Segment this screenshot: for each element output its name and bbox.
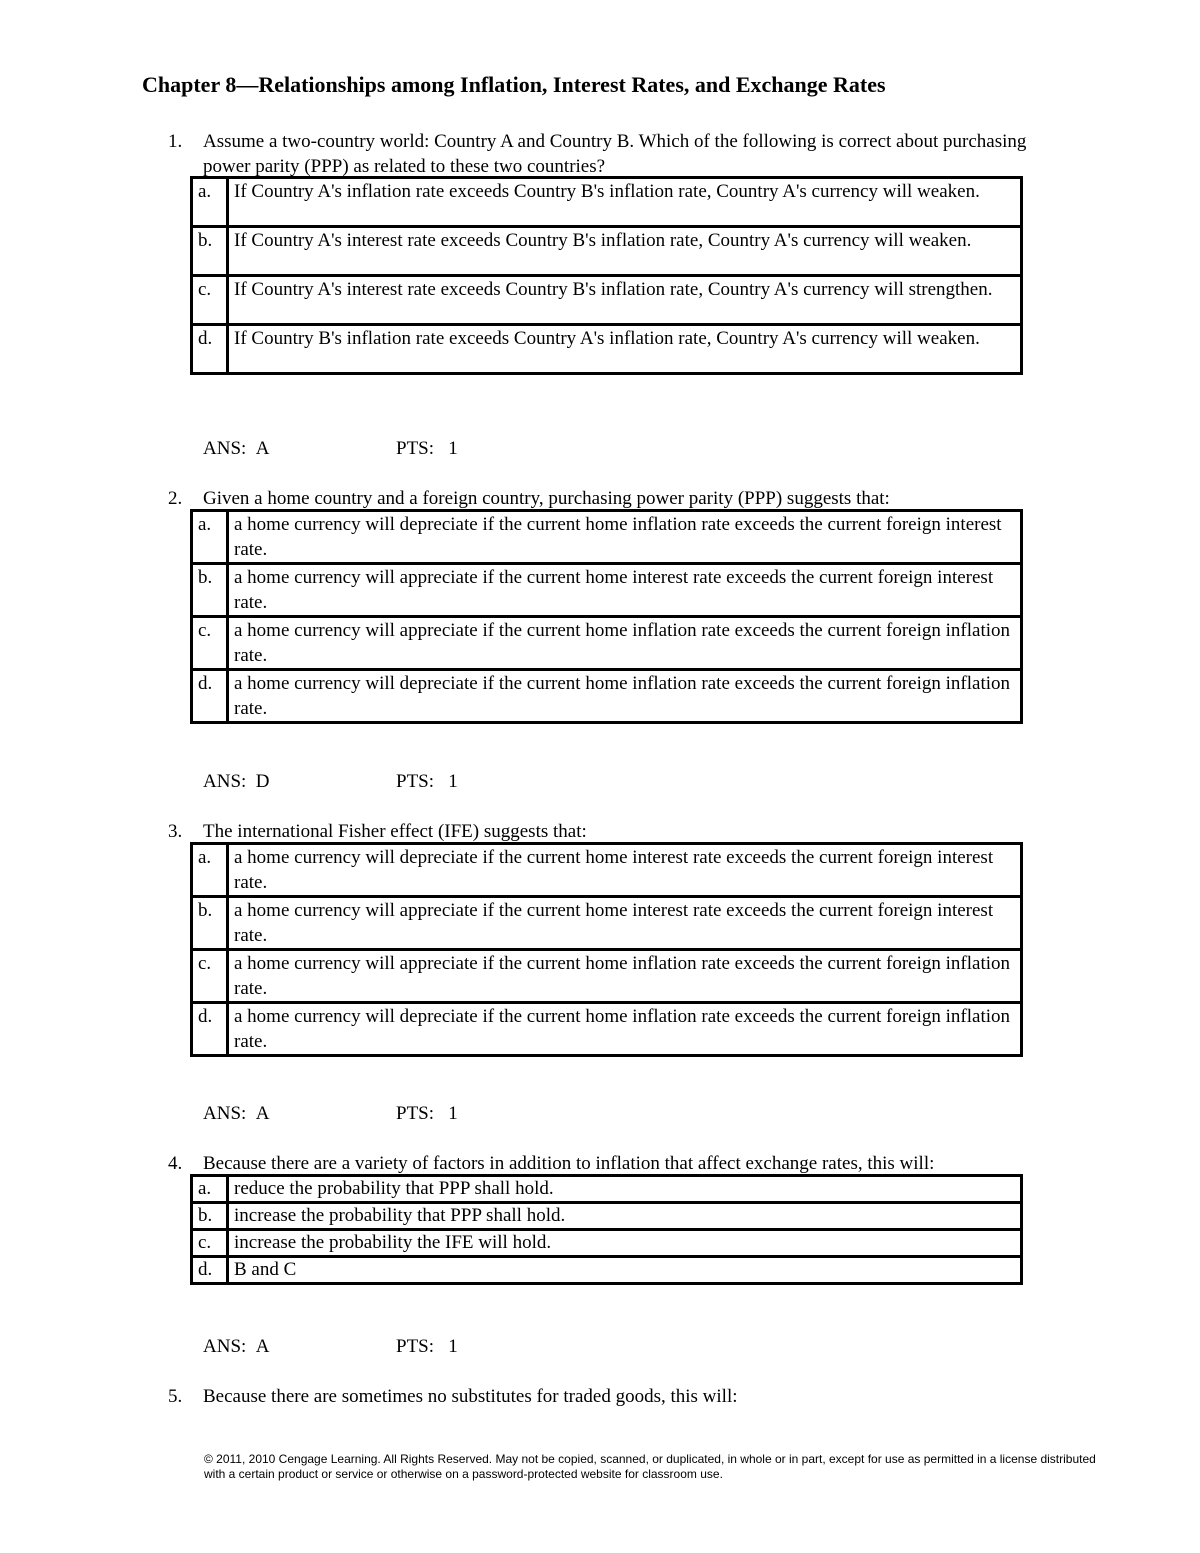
option-text: a home currency will appreciate if the current home inflation rate exceeds the current foreign inflation rate. [228,950,1022,1003]
option-row[interactable] [192,1003,1022,1056]
option-row[interactable] [192,897,1022,950]
answer-line [203,436,458,461]
option-letter: c. [192,276,228,325]
option-text: a home currency will appreciate if the current home interest rate exceeds the current foreign interest rate. [228,897,1022,950]
answer-line [203,1101,458,1126]
option-row[interactable] [192,1203,1022,1230]
ans-label: ANS: [203,1336,247,1357]
option-letter: d. [192,325,228,374]
option-text: a home currency will depreciate if the current home inflation rate exceeds the current foreign inflation rate. [228,1003,1022,1056]
option-text: If Country A's inflation rate exceeds Country B's inflation rate, Country A's currency will weaken. [228,178,1022,227]
question-number: 4. [168,1153,183,1174]
option-letter: b. [192,564,228,617]
option-text: a home currency will appreciate if the current home inflation rate exceeds the current foreign inflation rate. [228,617,1022,670]
question-text: Because there are a variety of factors in addition to inflation that affect exchange rates, this will: [203,1153,935,1174]
option-text: B and C [228,1257,1022,1284]
ans-value: A [255,1336,270,1357]
option-row[interactable] [192,1257,1022,1284]
options-table [190,842,1023,1057]
page-title: Chapter 8—Relationships among Inflation, Interest Rates, and Exchange Rates [142,72,886,97]
ans-value: A [255,438,270,459]
question-text: The international Fisher effect (IFE) suggests that: [203,821,587,842]
option-row[interactable] [192,276,1022,325]
option-text: If Country A's interest rate exceeds Country B's inflation rate, Country A's currency will strengthen. [228,276,1022,325]
ans-value: A [255,1103,270,1124]
option-letter: c. [192,1230,228,1257]
option-text: increase the probability that PPP shall hold. [228,1203,1022,1230]
option-row[interactable] [192,1176,1022,1203]
option-text: increase the probability the IFE will hold. [228,1230,1022,1257]
option-row[interactable] [192,178,1022,227]
question-number: 3. [168,821,183,842]
option-row[interactable] [192,325,1022,374]
option-letter: a. [192,1176,228,1203]
options-table [190,176,1023,375]
option-text: If Country A's interest rate exceeds Country B's inflation rate, Country A's currency will weaken. [228,227,1022,276]
option-row[interactable] [192,844,1022,897]
option-letter: b. [192,1203,228,1230]
option-text: reduce the probability that PPP shall hold. [228,1176,1022,1203]
ans-label: ANS: [203,438,247,459]
option-letter: b. [192,897,228,950]
option-letter: c. [192,950,228,1003]
pts-value: 1 [448,771,458,792]
option-text: a home currency will depreciate if the current home inflation rate exceeds the current foreign interest rate. [228,511,1022,564]
option-row[interactable] [192,564,1022,617]
question-text: Because there are sometimes no substitutes for traded goods, this will: [203,1386,738,1407]
option-row[interactable] [192,511,1022,564]
option-row[interactable] [192,950,1022,1003]
answer-line [203,769,458,794]
option-row[interactable] [192,617,1022,670]
option-text: a home currency will appreciate if the current home interest rate exceeds the current foreign interest rate. [228,564,1022,617]
ans-value: D [255,771,270,792]
option-text: If Country B's inflation rate exceeds Country A's inflation rate, Country A's currency will weaken. [228,325,1022,374]
option-letter: d. [192,1257,228,1284]
option-text: a home currency will depreciate if the current home inflation rate exceeds the current foreign inflation rate. [228,670,1022,723]
pts-label: PTS: [396,1336,435,1357]
options-table [190,509,1023,724]
option-row[interactable] [192,227,1022,276]
option-row[interactable] [192,1230,1022,1257]
pts-value: 1 [448,1336,458,1357]
option-letter: a. [192,511,228,564]
question-text: Given a home country and a foreign country, purchasing power parity (PPP) suggests that: [203,488,890,509]
question-number: 2. [168,488,183,509]
question-number: 1. [168,131,183,152]
ans-label: ANS: [203,771,247,792]
option-letter: a. [192,178,228,227]
question-text: Assume a two-country world: Country A and Country B. Which of the following is correct about purchasing power parity (PPP) as related to these two countries? [203,131,1027,177]
answer-line [203,1334,458,1359]
ans-label: ANS: [203,1103,247,1124]
pts-label: PTS: [396,771,435,792]
copyright-footer: © 2011, 2010 Cengage Learning. All Rights Reserved. May not be copied, scanned, or duplicated, in whole or in part, except for use as permitted in a license distributed with a certain product or service or otherwise on a password-protected website for classroom use. [204,1452,1096,1481]
pts-value: 1 [448,1103,458,1124]
pts-label: PTS: [396,438,435,459]
option-letter: b. [192,227,228,276]
question-number: 5. [168,1386,183,1407]
option-letter: d. [192,1003,228,1056]
pts-value: 1 [448,438,458,459]
option-text: a home currency will depreciate if the current home interest rate exceeds the current foreign interest rate. [228,844,1022,897]
options-table [190,1174,1023,1285]
option-letter: c. [192,617,228,670]
option-letter: d. [192,670,228,723]
option-letter: a. [192,844,228,897]
option-row[interactable] [192,670,1022,723]
pts-label: PTS: [396,1103,435,1124]
